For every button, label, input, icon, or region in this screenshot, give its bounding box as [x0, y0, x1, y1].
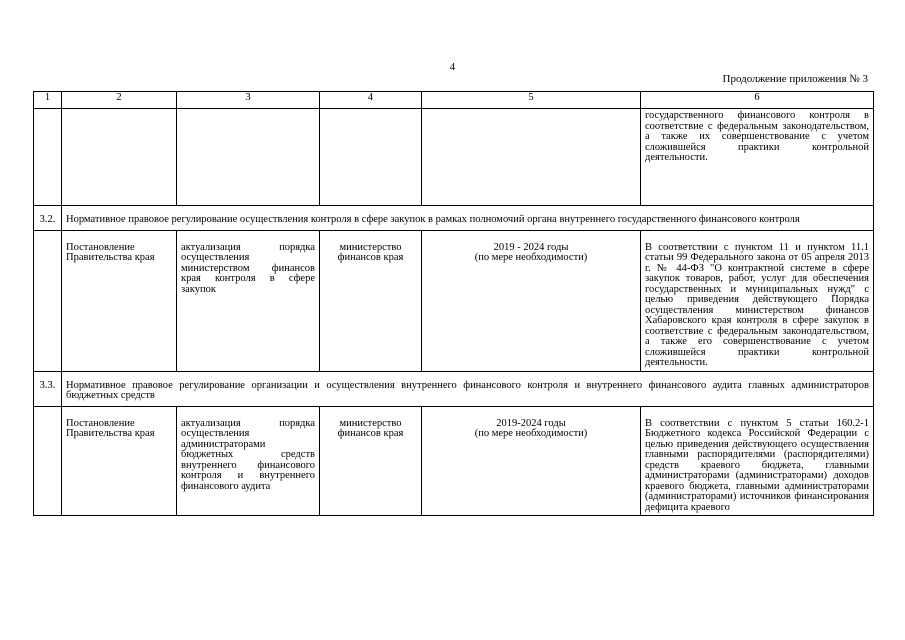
result-cell: В соответствии с пунктом 5 статьи 160.2-1 Бюджетного кодекса Российской Федерации с целью приведения действующего осуществления главными распорядителями (распорядителями) средств краевого бюджета, главными администраторами (администраторами) доходов краевого бюджета, главными администраторами (администраторами) источников финансирования дефицита краевого	[641, 406, 874, 516]
column-header: 3	[177, 92, 320, 109]
term-note: (по мере необходимости)	[474, 252, 588, 263]
result-cell: государственного финансового контроля в соответствие с федеральным законодательством, а также их совершенствование с учетом сложившейся практики контрольной деятельности.	[641, 109, 874, 206]
result-cell: В соответствии с пунктом 11 и пунктом 11.1 статьи 99 Федерального закона от 05 апреля 2013 г. № 44-ФЗ "О контрактной системе в сфере закупок товаров, работ, услуг для обеспечения государственных и муниципальных нужд" с целью приведения действующего Порядка осуществления министерством финансов Хабаровского края контроля в сфере закупок в соответствие с федеральным законодательством, а также его совершенствование с учетом сложившейся практики контрольной деятельности.	[641, 230, 874, 371]
term-cell	[422, 406, 641, 516]
section-number: 3.2.	[34, 206, 62, 231]
activities-table	[33, 91, 874, 516]
table-row	[34, 406, 874, 516]
table-cell	[320, 109, 422, 206]
column-header: 4	[320, 92, 422, 109]
section-number: 3.3.	[34, 371, 62, 406]
term-years: 2019 - 2024 годы	[493, 241, 569, 253]
table-cell	[422, 109, 641, 206]
section-row	[34, 371, 874, 406]
table-header-row	[34, 92, 874, 109]
section-title: Нормативное правовое регулирование организации и осуществления внутреннего финансового контроля и внутреннего финансового аудита главных администраторов бюджетных средств	[62, 371, 874, 406]
column-header: 6	[641, 92, 874, 109]
act-cell: Постановление Правительства края	[62, 406, 177, 516]
act-cell: Постановление Правительства края	[62, 230, 177, 371]
table-cell	[34, 230, 62, 371]
section-row	[34, 206, 874, 231]
table-cell	[62, 109, 177, 206]
table-cell	[177, 109, 320, 206]
content-cell: актуализация порядка осуществления министерством финансов края контроля в сфере закупок	[177, 230, 320, 371]
term-cell	[422, 230, 641, 371]
term-years: 2019-2024 годы	[496, 417, 566, 429]
table-cell	[34, 406, 62, 516]
executor-cell: министерство финансов края	[320, 406, 422, 516]
table-cell	[34, 109, 62, 206]
column-header: 2	[62, 92, 177, 109]
appendix-continuation-label: Продолжение приложения № 3	[722, 73, 868, 85]
table-row	[34, 230, 874, 371]
executor-cell: министерство финансов края	[320, 230, 422, 371]
content-cell: актуализация порядка осуществления администраторами бюджетных средств внутреннего финансового контроля и внутреннего финансового аудита	[177, 406, 320, 516]
column-header: 1	[34, 92, 62, 109]
table-row	[34, 109, 874, 206]
column-header: 5	[422, 92, 641, 109]
term-note: (по мере необходимости)	[474, 428, 588, 439]
section-title: Нормативное правовое регулирование осуществления контроля в сфере закупок в рамках полномочий органа внутреннего государственного финансового контроля	[62, 206, 874, 231]
page-number: 4	[449, 61, 456, 73]
